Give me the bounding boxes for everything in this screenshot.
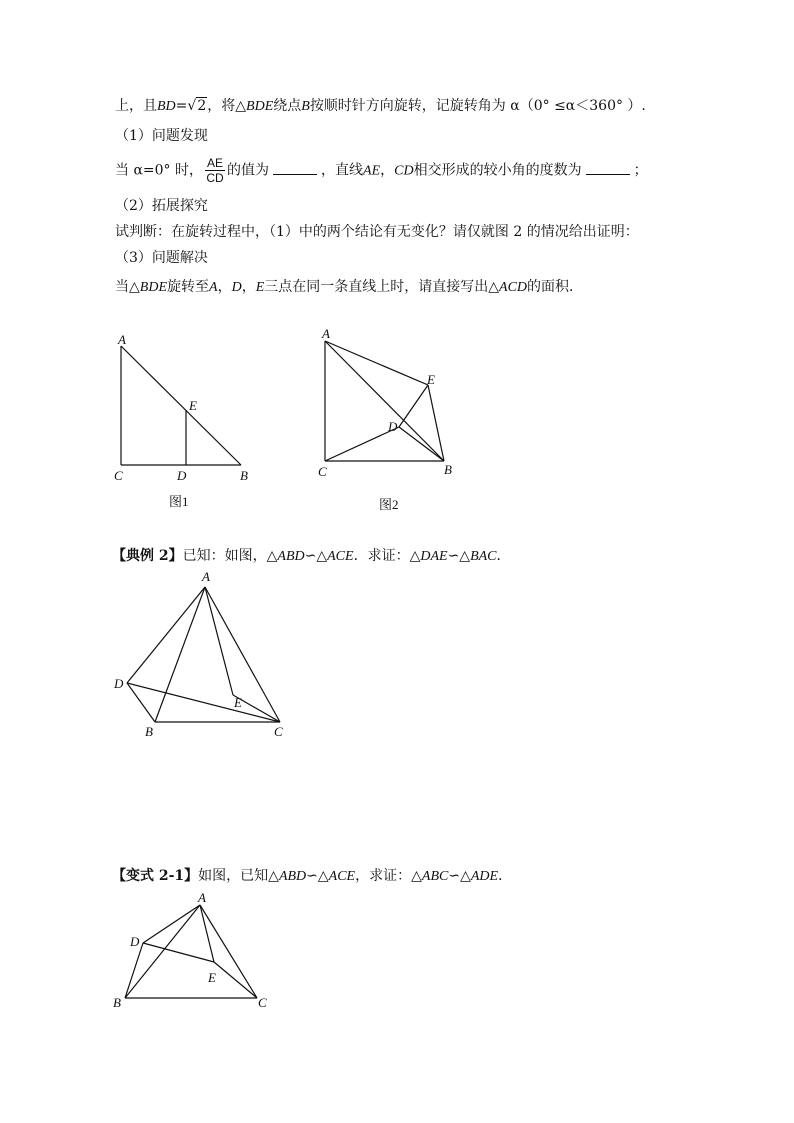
figure-example2	[105, 565, 305, 745]
segment-ab	[121, 346, 241, 465]
text-fragment: ．求证：△	[353, 548, 421, 564]
caption-fig1: 图1	[169, 494, 189, 509]
label-b: B	[113, 995, 121, 1010]
similar-symbol: ∽△	[448, 868, 471, 884]
label-a: A	[322, 326, 330, 341]
label-e: E	[427, 372, 435, 387]
segment-ad	[127, 587, 205, 683]
similar-symbol: ∽△	[306, 868, 329, 884]
segment-ab	[155, 587, 205, 722]
q1-heading: （1）问题发现	[115, 128, 208, 144]
triangle-bde: BDE	[139, 280, 167, 295]
triangle-ace: ACE	[328, 869, 356, 884]
label-c: C	[114, 468, 123, 483]
q1-text	[115, 156, 648, 185]
text-fragment: 当 α=0° 时，	[115, 162, 203, 179]
segment-ab	[325, 341, 444, 461]
q3-text	[115, 277, 583, 298]
segment-eb	[428, 385, 444, 461]
figure-variant21	[105, 885, 285, 1020]
answer-blank-2[interactable]	[586, 162, 630, 175]
label-a: A	[118, 332, 126, 347]
label-c: C	[318, 464, 327, 479]
triangle-dae: DAE	[420, 549, 448, 564]
triangle-abd: ABD	[278, 869, 307, 884]
label-c: C	[274, 724, 283, 739]
label-b: B	[240, 468, 248, 483]
text-fragment: 绕点	[273, 98, 302, 114]
figure-2	[310, 320, 480, 520]
point-d: D	[231, 280, 242, 295]
label-d: D	[114, 676, 124, 691]
segment-ae	[325, 341, 428, 385]
line-ae: AE	[363, 163, 381, 179]
segment-ad	[143, 905, 200, 943]
triangle-bac: BAC	[470, 549, 497, 564]
label-e: E	[189, 398, 197, 413]
point-a: A	[209, 280, 218, 295]
text-fragment: 按顺时针方向旋转，记旋转角为 α（0° ≤α＜360° ）.	[309, 98, 646, 114]
text-fragment: 三点在同一条直线上时，请直接写出△	[264, 279, 500, 295]
text-fragment: ；	[633, 162, 648, 179]
triangle-ade: ADE	[470, 869, 499, 884]
triangle-ace: ACE	[327, 549, 354, 564]
text-fragment: ，求证：△	[355, 868, 422, 884]
label-c: C	[258, 995, 267, 1010]
text-fragment: 如图，已知△	[198, 868, 279, 884]
text-fragment: ．	[496, 548, 511, 564]
text-fragment: 已知：如图，△	[182, 548, 278, 564]
problem-intro-line	[115, 96, 646, 117]
text-fragment: ，	[241, 279, 256, 295]
triangle-abd: ABD	[277, 549, 305, 564]
fraction-numerator: AE	[207, 156, 224, 170]
triangle-bde: BDE	[246, 99, 274, 114]
label-a: A	[198, 890, 206, 905]
example-tag: 【典例 2】	[112, 548, 183, 564]
segment-dc	[127, 683, 280, 722]
text-fragment: 旋转至	[167, 279, 209, 295]
fraction-ae-cd	[205, 156, 225, 185]
label-b: B	[444, 462, 452, 477]
fraction-denominator: CD	[206, 171, 224, 185]
segment-de	[143, 943, 214, 962]
segment-ab	[125, 905, 200, 998]
sqrt-symbol: √	[187, 98, 197, 114]
text-fragment: ，直线	[321, 162, 364, 179]
point-e: E	[255, 280, 265, 295]
label-e: E	[208, 970, 216, 985]
label-a: A	[202, 569, 210, 584]
text-fragment: 当△	[115, 279, 140, 295]
segment-de	[399, 385, 428, 427]
segment-ae	[205, 587, 233, 695]
label-d: D	[177, 468, 187, 483]
similar-symbol: ∽△	[447, 548, 471, 564]
caption-fig2: 图2	[379, 497, 399, 512]
point-b: B	[301, 99, 310, 114]
figure-1	[100, 320, 270, 520]
label-b: B	[145, 724, 153, 739]
segment-ec	[214, 962, 257, 998]
text-fragment: 的面积．	[527, 279, 584, 295]
segment-db	[399, 427, 444, 461]
text-fragment: ，	[380, 162, 395, 179]
text-fragment: ．	[498, 868, 513, 884]
segment-ac	[205, 587, 280, 722]
q2-heading: （2）拓展探究	[115, 198, 208, 214]
label-d: D	[130, 934, 140, 949]
label-d: D	[388, 419, 398, 434]
variant21-statement	[112, 866, 512, 887]
text-fragment: 上，且	[115, 98, 157, 114]
variant-tag: 【变式 2-1】	[112, 868, 199, 884]
segment-bd: BD	[157, 99, 176, 114]
segment-db	[125, 943, 143, 998]
line-cd: CD	[394, 163, 414, 179]
text-fragment: 的值为	[227, 162, 270, 179]
label-e: E	[234, 695, 242, 710]
triangle-abc: ABC	[421, 869, 449, 884]
text-fragment: 相交形成的较小角的度数为	[413, 162, 582, 179]
q2-text: 试判断：在旋转过程中，（1）中的两个结论有无变化？请仅就图 2 的情况给出证明：	[115, 224, 639, 240]
q3-heading: （3）问题解决	[115, 250, 208, 266]
triangle-acd: ACD	[499, 280, 528, 295]
text-fragment: ，	[217, 279, 232, 295]
segment-ae	[200, 905, 214, 962]
example2-statement	[112, 546, 511, 567]
text-fragment: ，将△	[207, 98, 247, 114]
answer-blank-1[interactable]	[273, 162, 317, 175]
equals-sign: =	[175, 98, 188, 114]
similar-symbol: ∽△	[304, 548, 328, 564]
sqrt-radicand: 2	[197, 98, 207, 114]
